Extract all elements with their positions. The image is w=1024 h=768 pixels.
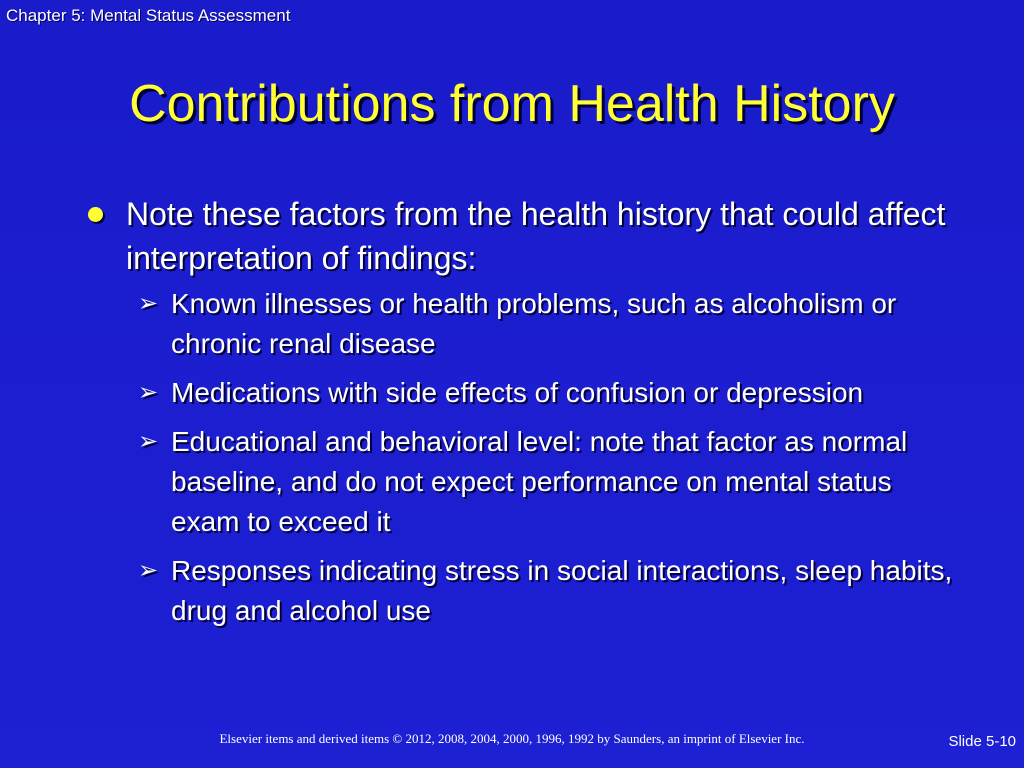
sub-bullet-text: Medications with side effects of confusion or depression (171, 377, 864, 408)
arrow-bullet-icon: ➢ (138, 428, 159, 455)
sub-bullet-text: Known illnesses or health problems, such as alcoholism or chronic renal disease (171, 288, 897, 359)
sub-bullet-list (86, 284, 966, 631)
slide-title: Contributions from Health History (129, 75, 895, 133)
sub-bullet-text: Educational and behavioral level: note that factor as normal baseline, and do not expect performance on mental status exam to exceed it (171, 426, 908, 537)
sub-bullet-text: Responses indicating stress in social interactions, sleep habits, drug and alcohol use (171, 555, 953, 626)
sub-bullet-item (138, 551, 966, 631)
arrow-bullet-icon: ➢ (138, 557, 159, 584)
main-bullet-text: Note these factors from the health history that could affect interpretation of findings: (126, 196, 946, 276)
slide-number: Slide 5-10 (948, 733, 1016, 750)
slide-content (86, 192, 966, 640)
bullet-dot-icon (88, 207, 103, 222)
footer-copyright: Elsevier items and derived items © 2012, 2008, 2004, 2000, 1996, 1992 by Saunders, an imprint of Elsevier Inc. (219, 731, 805, 746)
arrow-bullet-icon: ➢ (138, 290, 159, 317)
main-bullet (86, 192, 966, 280)
sub-bullet-item (138, 422, 966, 542)
arrow-bullet-icon: ➢ (138, 379, 159, 406)
sub-bullet-item (138, 284, 966, 364)
sub-bullet-item (138, 373, 966, 413)
chapter-header: Chapter 5: Mental Status Assessment (6, 6, 291, 25)
